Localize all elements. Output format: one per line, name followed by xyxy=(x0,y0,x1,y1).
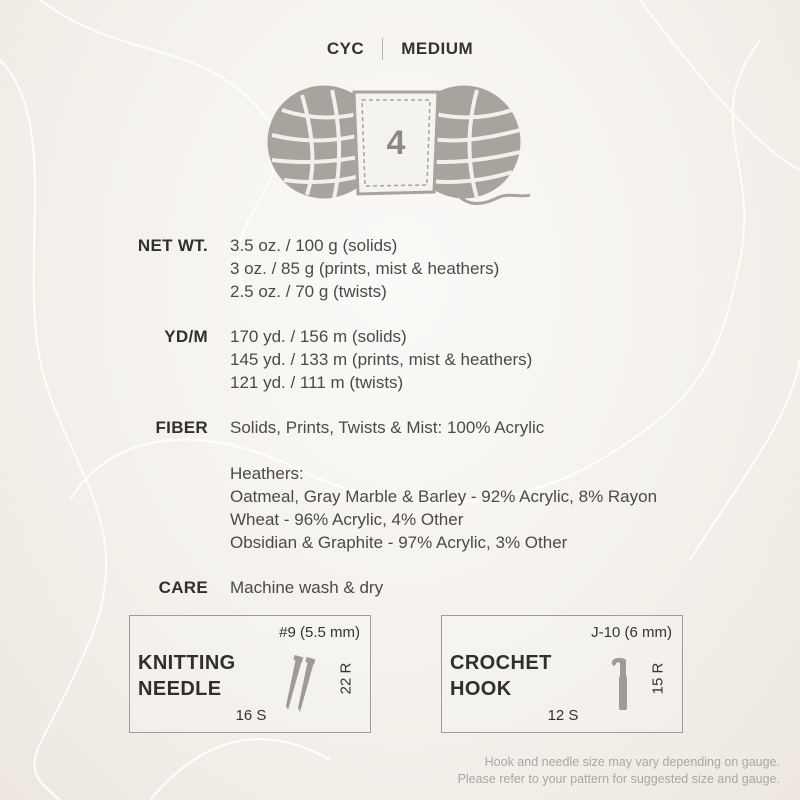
gauge-note-line2: Please refer to your pattern for suggested size and gauge. xyxy=(457,772,780,786)
spec-fiber xyxy=(0,416,800,554)
gauge-note-line1: Hook and needle size may vary depending on gauge. xyxy=(484,755,780,769)
knitting-stitches: 16 S xyxy=(235,707,267,724)
net-wt-values xyxy=(230,234,499,303)
knitting-needles-icon xyxy=(278,654,328,714)
spec-care xyxy=(0,576,800,599)
fiber-line: Wheat - 96% Acrylic, 4% Other xyxy=(230,510,464,529)
spec-net-wt xyxy=(0,234,800,303)
fiber-line: Solids, Prints, Twists & Mist: 100% Acrylic xyxy=(230,418,545,437)
fiber-label: FIBER xyxy=(155,418,208,437)
knitting-needle-box xyxy=(129,615,371,733)
crochet-hook-icon xyxy=(590,654,640,714)
fiber-gap xyxy=(230,439,657,462)
care-line: Machine wash & dry xyxy=(230,578,384,597)
crochet-hook-box xyxy=(441,615,683,733)
net-wt-line: 3.5 oz. / 100 g (solids) xyxy=(230,236,398,255)
crochet-name-line2: HOOK xyxy=(450,678,512,700)
net-wt-line: 3 oz. / 85 g (prints, mist & heathers) xyxy=(230,259,500,278)
net-wt-label: NET WT. xyxy=(137,236,208,255)
crochet-rows: 15 R xyxy=(649,662,667,695)
care-values xyxy=(230,576,383,599)
yd-m-values xyxy=(230,325,532,394)
yd-m-line: 145 yd. / 133 m (prints, mist & heathers) xyxy=(230,350,533,369)
header-divider xyxy=(382,38,383,60)
cyc-header xyxy=(0,38,800,60)
weight-name: MEDIUM xyxy=(401,39,474,58)
fiber-line: Obsidian & Graphite - 97% Acrylic, 3% Other xyxy=(230,533,568,552)
cyc-label: CYC xyxy=(326,39,365,58)
knitting-rows: 22 R xyxy=(337,662,355,695)
yd-m-label: YD/M xyxy=(164,327,208,346)
spec-yd-m xyxy=(0,325,800,394)
weight-number: 4 xyxy=(386,124,406,162)
yd-m-line: 170 yd. / 156 m (solids) xyxy=(230,327,407,346)
knitting-size: #9 (5.5 mm) xyxy=(279,624,360,641)
yd-m-line: 121 yd. / 111 m (twists) xyxy=(230,373,404,392)
fiber-line: Oatmeal, Gray Marble & Barley - 92% Acrylic, 8% Rayon xyxy=(230,487,658,506)
crochet-name xyxy=(450,650,580,702)
knitting-name-line2: NEEDLE xyxy=(138,678,222,700)
crochet-size: J-10 (6 mm) xyxy=(591,624,672,641)
care-label: CARE xyxy=(158,578,208,597)
yarn-skein-icon xyxy=(262,80,532,215)
knitting-name-line1: KNITTING xyxy=(138,652,236,674)
fiber-line: Heathers: xyxy=(230,464,304,483)
gauge-note xyxy=(458,754,780,788)
knitting-name xyxy=(138,650,268,702)
crochet-name-line1: CROCHET xyxy=(450,652,552,674)
net-wt-line: 2.5 oz. / 70 g (twists) xyxy=(230,282,387,301)
fiber-values xyxy=(230,416,657,554)
yarn-specs xyxy=(0,234,800,621)
crochet-stitches: 12 S xyxy=(547,707,579,724)
